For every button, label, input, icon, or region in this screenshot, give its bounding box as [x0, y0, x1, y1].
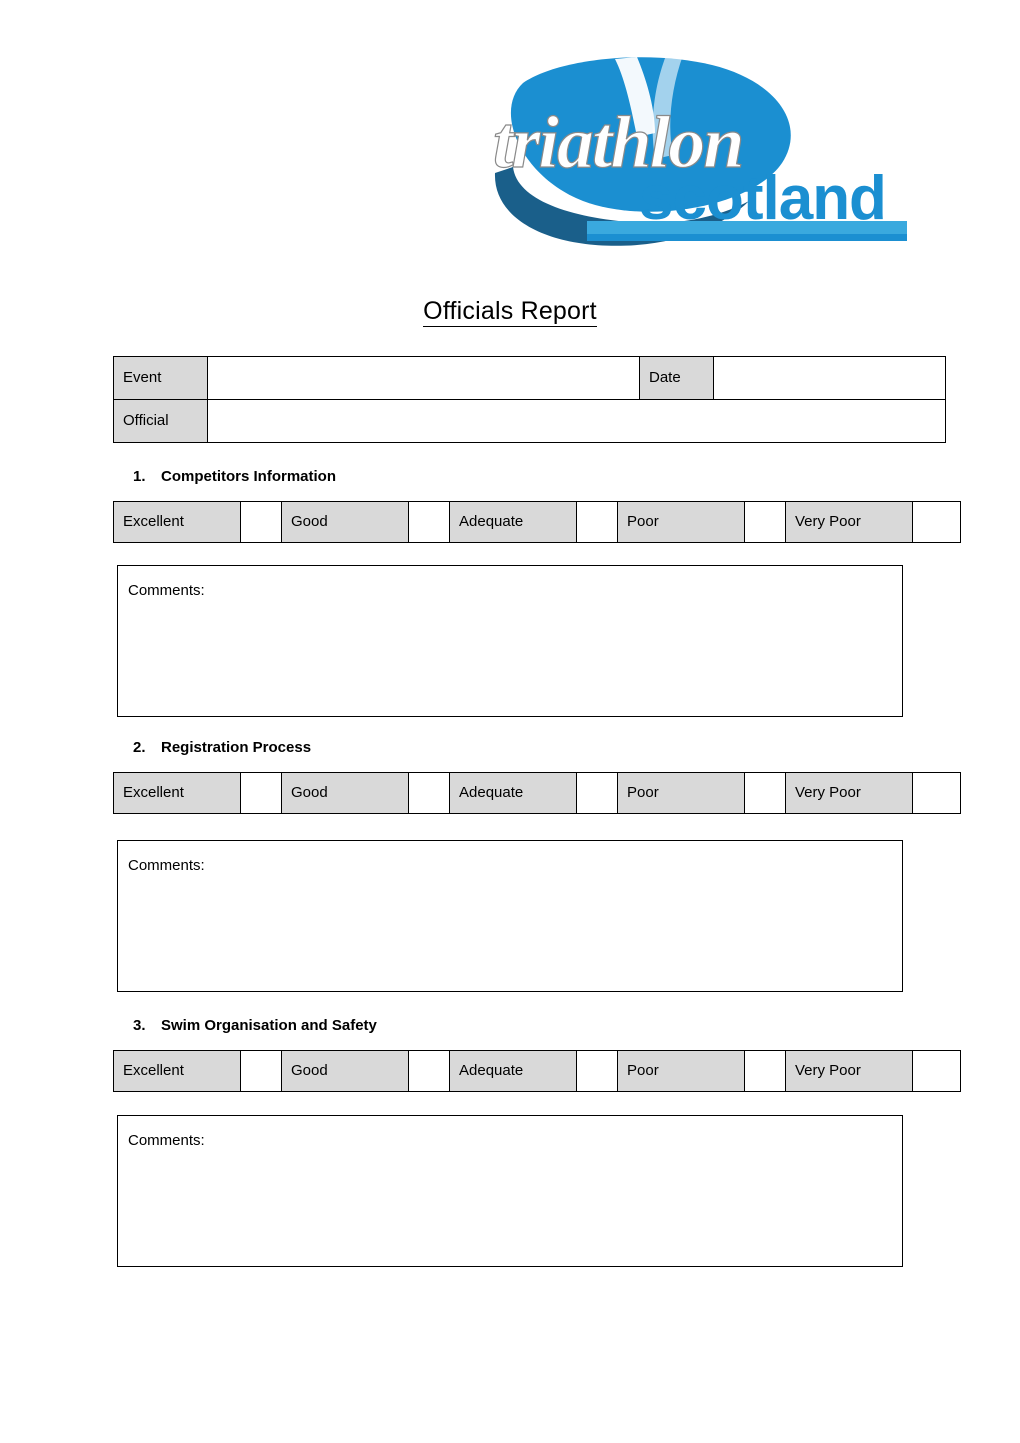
event-value-field[interactable] [208, 357, 640, 400]
official-value-field[interactable] [208, 400, 946, 443]
rating-table-2 [113, 772, 961, 814]
rating-checkbox-poor-1[interactable] [745, 502, 786, 543]
section-heading-3 [133, 1017, 377, 1034]
rating-checkbox-poor-2[interactable] [745, 773, 786, 814]
comments-label-1: Comments: [128, 582, 205, 599]
rating-checkbox-adequate-1[interactable] [577, 502, 618, 543]
rating-checkbox-adequate-2[interactable] [577, 773, 618, 814]
table-row-official [114, 400, 946, 443]
rating-label-excellent-2: Excellent [114, 773, 241, 814]
rating-checkbox-good-3[interactable] [409, 1051, 450, 1092]
svg-text:scotland: scotland [639, 164, 886, 233]
section-title-1: Competitors Information [161, 468, 336, 485]
comments-box-3[interactable] [117, 1115, 903, 1267]
rating-label-poor-1: Poor [618, 502, 745, 543]
rating-checkbox-very-poor-2[interactable] [913, 773, 961, 814]
rating-label-very-poor-3: Very Poor [786, 1051, 913, 1092]
comments-box-2[interactable] [117, 840, 903, 992]
section-heading-2 [133, 739, 311, 756]
rating-checkbox-good-2[interactable] [409, 773, 450, 814]
rating-label-adequate-2: Adequate [450, 773, 577, 814]
table-row [114, 773, 961, 814]
rating-label-poor-2: Poor [618, 773, 745, 814]
rating-label-very-poor-1: Very Poor [786, 502, 913, 543]
table-row-event [114, 357, 946, 400]
comments-label-3: Comments: [128, 1132, 205, 1149]
rating-checkbox-excellent-1[interactable] [241, 502, 282, 543]
rating-label-good-2: Good [282, 773, 409, 814]
comments-label-2: Comments: [128, 857, 205, 874]
page-title [0, 297, 1020, 326]
table-row [114, 1051, 961, 1092]
rating-label-excellent-1: Excellent [114, 502, 241, 543]
rating-checkbox-adequate-3[interactable] [577, 1051, 618, 1092]
rating-label-excellent-3: Excellent [114, 1051, 241, 1092]
rating-checkbox-very-poor-1[interactable] [913, 502, 961, 543]
section-title-3: Swim Organisation and Safety [161, 1017, 377, 1034]
rating-label-good-1: Good [282, 502, 409, 543]
rating-label-adequate-1: Adequate [450, 502, 577, 543]
logo-wordmark-scotland [639, 164, 886, 233]
rating-label-adequate-3: Adequate [450, 1051, 577, 1092]
svg-text:triathlon: triathlon [493, 102, 743, 184]
rating-checkbox-good-1[interactable] [409, 502, 450, 543]
rating-table-3 [113, 1050, 961, 1092]
rating-checkbox-very-poor-3[interactable] [913, 1051, 961, 1092]
rating-label-poor-3: Poor [618, 1051, 745, 1092]
rating-checkbox-poor-3[interactable] [745, 1051, 786, 1092]
date-value-field[interactable] [714, 357, 946, 400]
page-title-text: Officials Report [423, 297, 597, 325]
rating-checkbox-excellent-3[interactable] [241, 1051, 282, 1092]
rating-checkbox-excellent-2[interactable] [241, 773, 282, 814]
table-row [114, 502, 961, 543]
section-number-2: 2. [133, 739, 146, 756]
section-title-2: Registration Process [161, 739, 312, 756]
section-heading-1 [133, 468, 336, 485]
event-details-table [113, 356, 946, 443]
comments-box-1[interactable] [117, 565, 903, 717]
official-label: Official [114, 400, 208, 443]
triathlon-scotland-logo [487, 55, 907, 255]
date-label: Date [640, 357, 714, 400]
section-number-1: 1. [133, 468, 146, 485]
event-label: Event [114, 357, 208, 400]
rating-label-good-3: Good [282, 1051, 409, 1092]
rating-label-very-poor-2: Very Poor [786, 773, 913, 814]
rating-table-1 [113, 501, 961, 543]
section-number-3: 3. [133, 1017, 146, 1034]
